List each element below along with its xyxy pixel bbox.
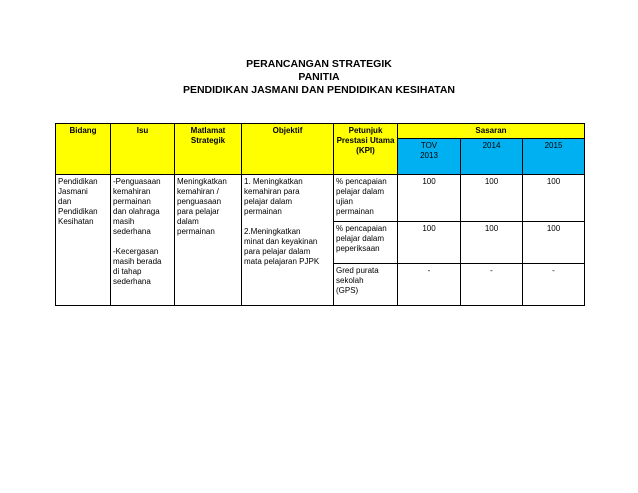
target-2015-value: 100 <box>523 222 585 264</box>
header-matlamat: Matlamat Strategik <box>175 124 242 175</box>
tov-value: 100 <box>398 175 461 222</box>
cell-objektif <box>242 175 334 306</box>
target-2015-value: 100 <box>523 175 585 222</box>
target-2014-value: 100 <box>461 222 523 264</box>
cell-matlamat: Meningkatkan kemahiran / penguasaan para pelajar dalam permainan <box>175 175 242 306</box>
target-2015-value: - <box>523 264 585 306</box>
title-line-3: PENDIDIKAN JASMANI DAN PENDIDIKAN KESIHATAN <box>182 84 456 96</box>
kpi-cell: Gred purata sekolah (GPS) <box>334 264 398 306</box>
objektif-item-2: 2.Meningkatkan minat dan keyakinan para pelajar dalam mata pelajaran PJPK <box>244 227 320 266</box>
tov-value: - <box>398 264 461 306</box>
strategic-plan-table <box>55 123 585 306</box>
header-objektif: Objektif <box>242 124 334 175</box>
document-title <box>0 58 638 97</box>
cell-bidang: Pendidikan Jasmani dan Pendidikan Kesihatan <box>56 175 111 306</box>
header-bidang: Bidang <box>56 124 111 175</box>
header-isu: Isu <box>111 124 175 175</box>
kpi-cell: % pencapaian pelajar dalam peperiksaan <box>334 222 398 264</box>
isu-item-1: -Penguasaan kemahiran permainan dan olahraga masih sederhana <box>113 177 161 236</box>
tov-value: 100 <box>398 222 461 264</box>
title-line-2: PANITIA <box>298 71 340 83</box>
target-2014-value: 100 <box>461 175 523 222</box>
header-sasaran: Sasaran <box>398 124 585 139</box>
objektif-item-1: 1. Meningkatkan kemahiran para pelajar dalam permainan <box>244 177 303 216</box>
isu-item-2: -Kecergasan masih berada di tahap sederhana <box>113 247 162 286</box>
kpi-cell: % pencapaian pelajar dalam ujian permainan <box>334 175 398 222</box>
cell-isu <box>111 175 175 306</box>
target-2014-value: - <box>461 264 523 306</box>
header-petunjuk: Petunjuk Prestasi Utama (KPI) <box>334 124 398 175</box>
header-tov: TOV 2013 <box>398 139 461 175</box>
header-2015: 2015 <box>523 139 585 175</box>
title-line-1: PERANCANGAN STRATEGIK <box>246 58 392 70</box>
header-2014: 2014 <box>461 139 523 175</box>
